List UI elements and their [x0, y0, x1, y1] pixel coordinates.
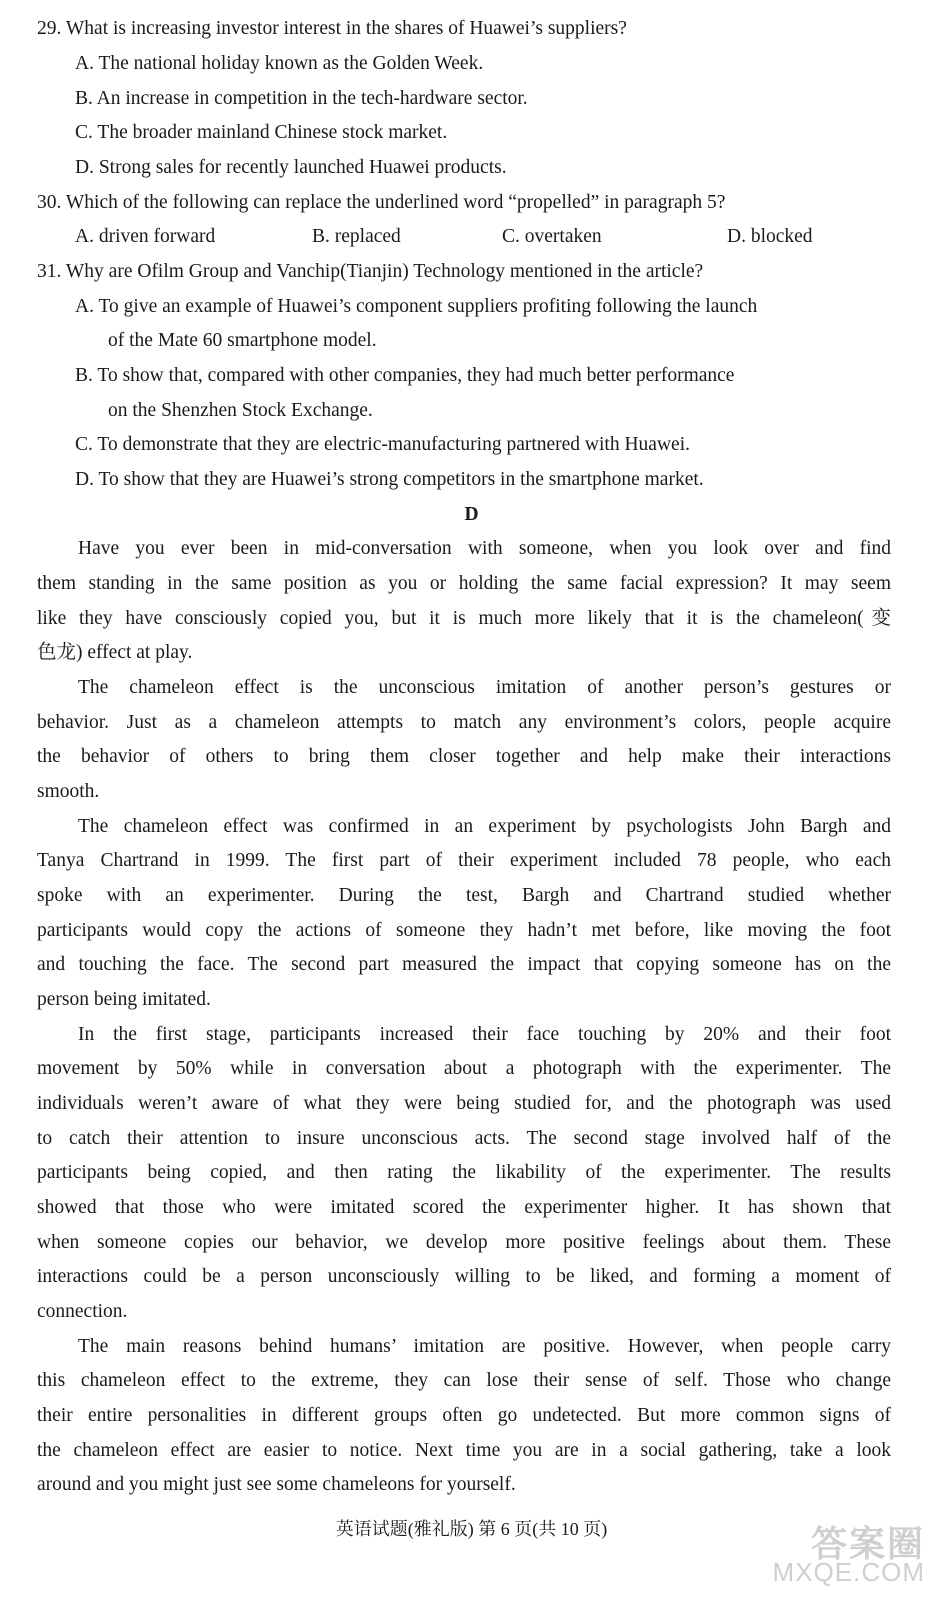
q31-option-d: D. To show that they are Huawei’s strong competitors in the smartphone market.: [75, 469, 704, 490]
watermark-logo: 答案圈: [810, 1524, 925, 1564]
passage-p4-line6: showed that those who were imitated scored the experimenter higher. It has shown that: [37, 1197, 891, 1218]
passage-p4-line3: individuals weren’t aware of what they were being studied for, and the photograph was used: [37, 1093, 891, 1114]
q31-option-b-line1: B. To show that, compared with other companies, they had much better performance: [75, 365, 735, 386]
q31-option-a-line1: A. To give an example of Huawei’s component suppliers profiting following the launch: [75, 296, 758, 317]
q30-stem: 30. Which of the following can replace the underlined word “propelled” in paragraph 5?: [37, 192, 726, 213]
passage-p3-line4: participants would copy the actions of someone they hadn’t met before, like moving the foot: [37, 920, 891, 941]
q29-option-b: B. An increase in competition in the tech-hardware sector.: [75, 88, 528, 109]
q30-option-b: B. replaced: [312, 226, 401, 247]
q31-option-b-line2: on the Shenzhen Stock Exchange.: [108, 400, 373, 421]
passage-p4-line8: interactions could be a person unconsciously willing to be liked, and forming a moment of: [37, 1266, 891, 1287]
passage-p5-line5: around and you might just see some chameleons for yourself.: [37, 1474, 516, 1495]
q31-option-a-line2: of the Mate 60 smartphone model.: [108, 330, 377, 351]
q29-option-d: D. Strong sales for recently launched Huawei products.: [75, 157, 507, 178]
passage-p3-line1: The chameleon effect was confirmed in an experiment by psychologists John Bargh and: [78, 816, 891, 837]
passage-p5-line2: this chameleon effect to the extreme, they can lose their sense of self. Those who change: [37, 1370, 891, 1391]
passage-p2-line4: smooth.: [37, 781, 100, 802]
q29-option-a: A. The national holiday known as the Golden Week.: [75, 53, 484, 74]
passage-p3-line3: spoke with an experimenter. During the test, Bargh and Chartrand studied whether: [37, 885, 891, 906]
section-heading: D: [464, 504, 479, 525]
q31-stem: 31. Why are Ofilm Group and Vanchip(Tianjin) Technology mentioned in the article?: [37, 261, 704, 282]
passage-p1-line1: Have you ever been in mid-conversation with someone, when you look over and find: [78, 538, 891, 559]
passage-p5-line4: the chameleon effect are easier to notice. Next time you are in a social gathering, take a look: [37, 1440, 891, 1461]
passage-p3-line6: person being imitated.: [37, 989, 211, 1010]
page-footer: 英语试题(雅礼版) 第 6 页(共 10 页): [335, 1519, 608, 1539]
watermark: [772, 1516, 925, 1588]
watermark-site: MXQE.COM: [772, 1557, 925, 1587]
passage-p4-line4: to catch their attention to insure unconscious acts. The second stage involved half of the: [37, 1128, 891, 1149]
q29-stem: 29. What is increasing investor interest in the shares of Huawei’s suppliers?: [37, 18, 627, 39]
q30-option-d: D. blocked: [727, 226, 813, 247]
q30-option-a: A. driven forward: [75, 226, 216, 247]
passage-p4-line5: participants being copied, and then rating the likability of the experimenter. The results: [37, 1162, 891, 1183]
passage-p3-line5: and touching the face. The second part measured the impact that copying someone has on the: [37, 954, 891, 975]
q30-option-c: C. overtaken: [502, 226, 602, 247]
passage-p4-line2: movement by 50% while in conversation about a photograph with the experimenter. The: [37, 1058, 891, 1079]
passage-p2-line3: the behavior of others to bring them closer together and help make their interactions: [37, 746, 891, 767]
passage-p2-line2: behavior. Just as a chameleon attempts to match any environment’s colors, people acquire: [37, 712, 891, 733]
passage-p4-line1: In the first stage, participants increased their face touching by 20% and their foot: [78, 1024, 891, 1045]
passage-p1-line3: like they have consciously copied you, but it is much more likely that it is the chameleon(变: [37, 608, 891, 629]
passage-p4-line7: when someone copies our behavior, we develop more positive feelings about them. These: [37, 1232, 891, 1253]
passage-p5-line3: their entire personalities in different groups often go undetected. But more common signs of: [37, 1405, 891, 1426]
passage-p5-line1: The main reasons behind humans’ imitation are positive. However, when people carry: [78, 1336, 891, 1357]
passage-p1-line4: 色龙) effect at play.: [37, 642, 193, 663]
passage-p1-line2: them standing in the same position as you or holding the same facial expression? It may seem: [37, 573, 891, 594]
passage-p4-line9: connection.: [37, 1301, 128, 1322]
q29-option-c: C. The broader mainland Chinese stock market.: [75, 122, 448, 143]
passage-p2-line1: The chameleon effect is the unconscious imitation of another person’s gestures or: [78, 677, 891, 698]
q31-option-c: C. To demonstrate that they are electric-manufacturing partnered with Huawei.: [75, 434, 690, 455]
passage-p3-line2: Tanya Chartrand in 1999. The first part of their experiment included 78 people, who each: [37, 850, 891, 871]
